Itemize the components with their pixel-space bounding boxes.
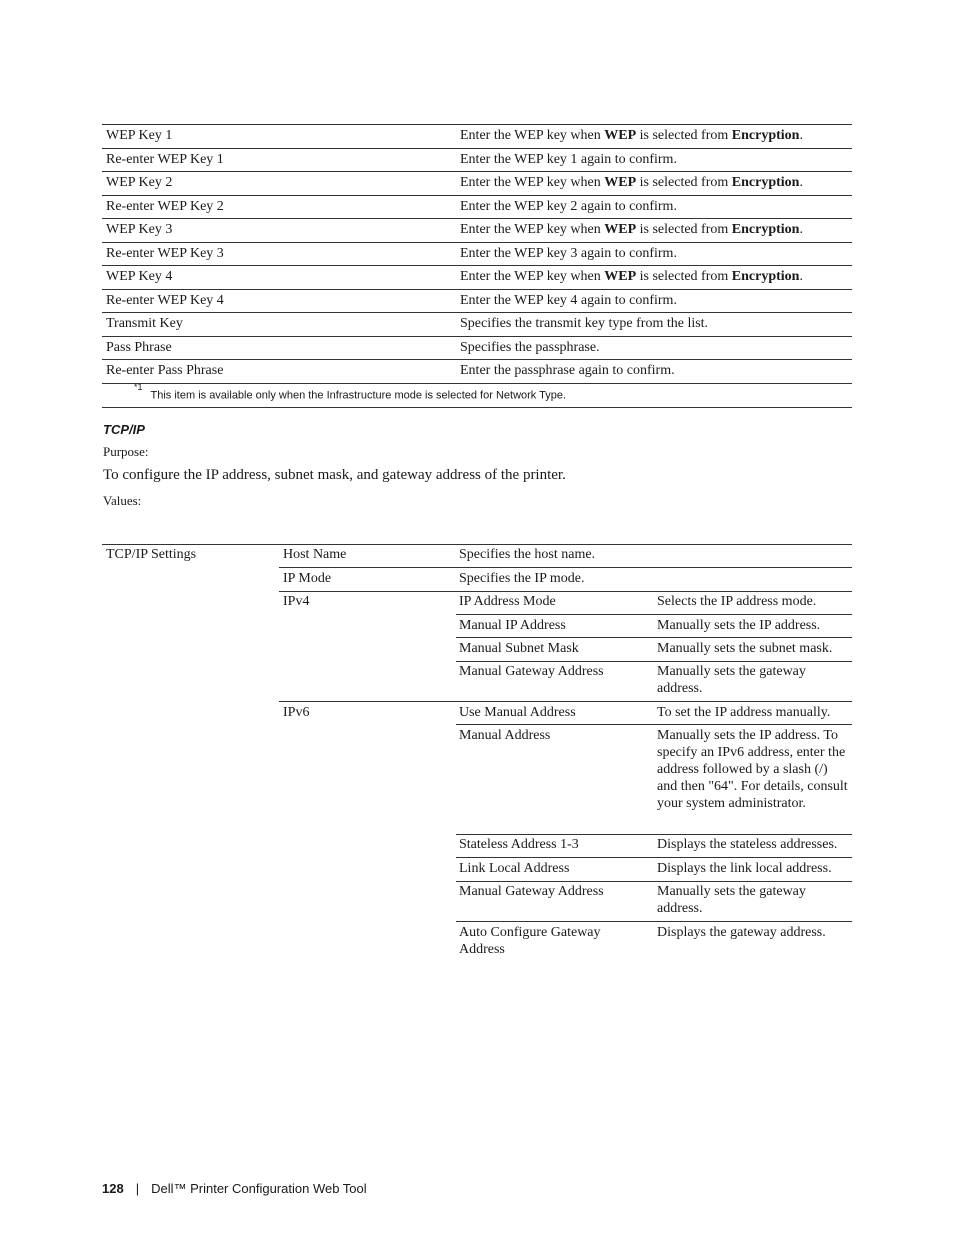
ipv4-item-label: IP Address Mode bbox=[459, 594, 556, 609]
setting-name: WEP Key 3 bbox=[102, 219, 456, 243]
rule bbox=[456, 881, 852, 882]
ipv4-item-desc: Manually sets the IP address. bbox=[657, 618, 821, 633]
ipv6-item-desc: Manually sets the IP address. To specify an IPv6 address, enter the address followed by a slash (/) and then "64". For details, consult your system administrator. bbox=[657, 728, 848, 811]
emphasis-text: WEP bbox=[604, 269, 637, 285]
setting-name: Re-enter WEP Key 2 bbox=[102, 195, 456, 219]
description-text: is selected from bbox=[636, 222, 732, 238]
description-text: Specifies the passphrase. bbox=[460, 339, 600, 355]
description-text: . bbox=[799, 128, 803, 144]
rule bbox=[279, 701, 852, 702]
rule bbox=[279, 567, 852, 568]
emphasis-text: WEP bbox=[604, 128, 637, 144]
values-label: Values: bbox=[103, 493, 142, 508]
host-name-desc: Specifies the host name. bbox=[459, 547, 596, 562]
emphasis-text: Encryption bbox=[731, 175, 800, 191]
ipv4-item-desc: Manually sets the subnet mask. bbox=[657, 641, 833, 656]
rule bbox=[456, 661, 852, 662]
description-text: Enter the WEP key when bbox=[460, 269, 605, 285]
rule bbox=[456, 637, 852, 638]
footnote-marker: *1 bbox=[134, 382, 143, 392]
description-text: . bbox=[799, 175, 803, 191]
description-text: Enter the WEP key 2 again to confirm. bbox=[460, 198, 677, 214]
ip-mode-desc: Specifies the IP mode. bbox=[459, 571, 585, 586]
host-name-label: Host Name bbox=[283, 547, 347, 562]
description-text: . bbox=[799, 269, 803, 285]
rule bbox=[456, 834, 852, 835]
purpose-label: Purpose: bbox=[103, 444, 149, 459]
description-text: Enter the WEP key 3 again to confirm. bbox=[460, 245, 677, 261]
ipv6-item-label: Link Local Address bbox=[459, 861, 570, 876]
ipv6-item-desc: Manually sets the gateway address. bbox=[657, 884, 806, 916]
setting-name: Pass Phrase bbox=[102, 336, 456, 360]
rule bbox=[456, 724, 852, 725]
description-text: Enter the WEP key 4 again to confirm. bbox=[460, 292, 677, 308]
description-text: Enter the WEP key 1 again to confirm. bbox=[460, 151, 677, 167]
rule bbox=[456, 614, 852, 615]
setting-name: WEP Key 4 bbox=[102, 266, 456, 290]
ipv4-item-label: Manual Subnet Mask bbox=[459, 641, 579, 656]
emphasis-text: WEP bbox=[604, 222, 637, 238]
ipv6-item-desc: Displays the stateless addresses. bbox=[657, 837, 838, 852]
description-text: is selected from bbox=[636, 175, 732, 191]
page-footer bbox=[102, 1181, 367, 1196]
setting-name: WEP Key 2 bbox=[102, 172, 456, 196]
description-text: is selected from bbox=[636, 128, 732, 144]
group-label: TCP/IP Settings bbox=[106, 547, 197, 562]
ipv6-item-label: Stateless Address 1-3 bbox=[459, 837, 579, 852]
page-number: 128 bbox=[102, 1181, 124, 1196]
ipv4-item-label: Manual Gateway Address bbox=[459, 664, 604, 679]
rule-top bbox=[102, 544, 852, 545]
ipv4-label: IPv4 bbox=[283, 594, 310, 609]
setting-name: Re-enter WEP Key 4 bbox=[102, 289, 456, 313]
ipv6-label: IPv6 bbox=[283, 705, 310, 720]
purpose-text: To configure the IP address, subnet mask, and gateway address of the printer. bbox=[103, 467, 566, 483]
rule bbox=[456, 857, 852, 858]
ip-mode-label: IP Mode bbox=[283, 571, 332, 586]
setting-name: Re-enter WEP Key 3 bbox=[102, 242, 456, 266]
description-text: . bbox=[799, 222, 803, 238]
ipv6-item-desc: Displays the gateway address. bbox=[657, 925, 826, 940]
emphasis-text: Encryption bbox=[731, 128, 800, 144]
description-text: Enter the WEP key when bbox=[460, 222, 605, 238]
setting-name: WEP Key 1 bbox=[102, 125, 456, 149]
section-heading: TCP/IP bbox=[103, 422, 145, 437]
emphasis-text: Encryption bbox=[731, 269, 800, 285]
rule bbox=[456, 921, 852, 922]
footer-title: Dell™ Printer Configuration Web Tool bbox=[151, 1181, 367, 1196]
ipv4-item-desc: Manually sets the gateway address. bbox=[657, 664, 806, 696]
footer-separator: | bbox=[135, 1181, 140, 1196]
description-text: Enter the WEP key when bbox=[460, 128, 605, 144]
ipv6-item-desc: To set the IP address manually. bbox=[657, 705, 831, 720]
ipv6-item-desc: Displays the link local address. bbox=[657, 861, 832, 876]
ipv4-item-label: Manual IP Address bbox=[459, 618, 566, 633]
emphasis-text: WEP bbox=[604, 175, 637, 191]
rule bbox=[279, 591, 852, 592]
description-text: Specifies the transmit key type from the list. bbox=[460, 316, 709, 332]
description-text: is selected from bbox=[636, 269, 732, 285]
setting-name: Transmit Key bbox=[102, 313, 456, 337]
setting-name: Re-enter Pass Phrase bbox=[102, 360, 456, 384]
ipv6-item-label: Manual Address bbox=[459, 728, 551, 743]
ipv6-item-label: Use Manual Address bbox=[459, 705, 576, 720]
ipv4-item-desc: Selects the IP address mode. bbox=[657, 594, 817, 609]
description-text: Enter the WEP key when bbox=[460, 175, 605, 191]
ipv6-item-label: Manual Gateway Address bbox=[459, 884, 604, 899]
emphasis-text: Encryption bbox=[731, 222, 800, 238]
ipv6-item-label: Auto Configure Gateway Address bbox=[459, 925, 601, 957]
setting-name: Re-enter WEP Key 1 bbox=[102, 148, 456, 172]
description-text: Enter the passphrase again to confirm. bbox=[460, 363, 675, 379]
footnote-text: This item is available only when the Infrastructure mode is selected for Network Type. bbox=[150, 389, 567, 402]
